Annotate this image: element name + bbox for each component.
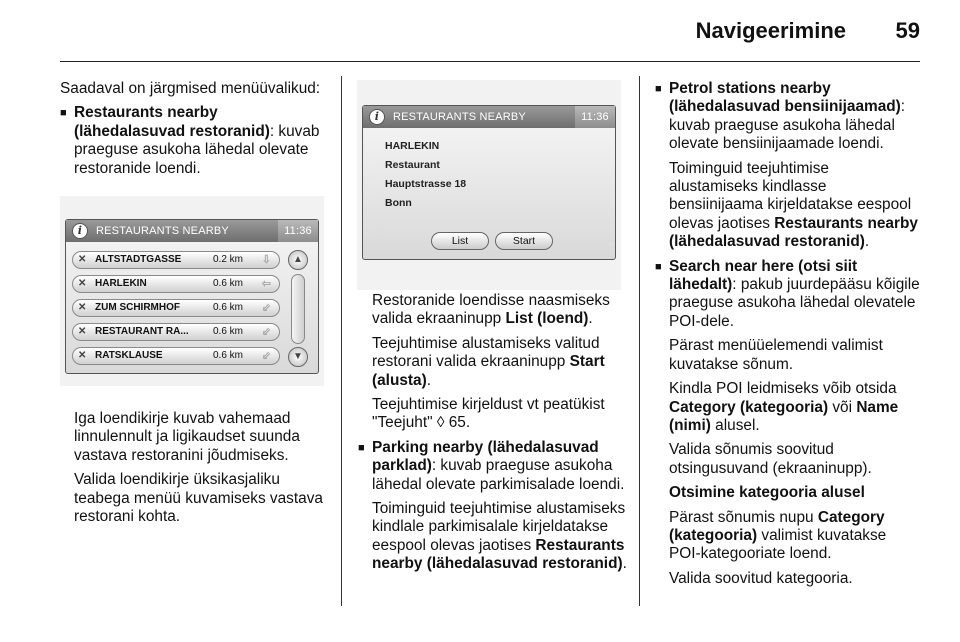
bullet-parking-desc: : kuvab praeguse asukoha lähedal olevate parkimisalade loendi. — [372, 457, 625, 493]
list-item-name: HARLEKIN — [95, 278, 147, 289]
list-item-distance: 0.6 km — [213, 302, 244, 313]
paragraph-parking-guidance — [358, 500, 630, 574]
category-term: Category (kategooria) — [669, 398, 829, 416]
scroll-up-button[interactable]: ▲ — [288, 250, 308, 270]
paragraph-select-category: Valida soovitud kategooria. — [669, 569, 853, 587]
text: alusel. — [710, 416, 760, 434]
fork-knife-icon: ✕ — [78, 326, 87, 337]
column-divider-1 — [341, 76, 342, 606]
paragraph-return-list — [358, 292, 630, 329]
subheading-text: Otsimine kategooria alusel — [669, 484, 865, 502]
bullet-parking — [358, 439, 630, 494]
list-item-name: RESTAURANT RA... — [95, 326, 189, 337]
text: või — [828, 398, 857, 416]
list-item-distance: 0.6 km — [213, 350, 244, 361]
list-button[interactable]: List — [431, 232, 489, 250]
display-frame — [65, 219, 319, 374]
bullet-search-near — [655, 258, 920, 332]
paragraph-category-list — [655, 509, 920, 564]
page-number: 59 — [895, 18, 920, 43]
column-1-bottom — [74, 410, 332, 532]
text: . — [864, 233, 870, 251]
direction-arrow-icon: ⇙ — [261, 350, 271, 362]
text: Toiminguid teejuhtimise alustamiseks kindlasse bensiinijaama kirjeldatakse eespool olevas jaotises — [669, 159, 912, 232]
column-2 — [358, 292, 630, 580]
page-header — [60, 0, 920, 62]
text: Toiminguid teejuhtimise alustamiseks kindlale parkimisalale kirjeldatakse eespool olevas jaotises — [372, 500, 626, 554]
clock: 11:36 — [575, 106, 615, 128]
fork-knife-icon: ✕ — [78, 302, 87, 313]
column-divider-2 — [639, 76, 640, 606]
text: . — [426, 371, 432, 389]
paragraph-distance: Iga loendikirje kuvab vahemaad linnulennult ja ligikaudset suunda vastava restoranini jõudmiseks. — [74, 410, 300, 464]
screen-title-bar — [363, 106, 615, 128]
fork-knife-icon: ✕ — [78, 278, 87, 289]
bullet-petrol — [655, 80, 920, 154]
list-item[interactable] — [72, 347, 280, 365]
direction-arrow-icon: ⇩ — [261, 254, 271, 266]
info-icon: i — [369, 109, 385, 125]
fork-knife-icon: ✕ — [78, 350, 87, 361]
bullet-petrol-title: Petrol stations nearby (lähedalasuvad bensiinijaamad) — [669, 80, 901, 116]
category-term: Category (kategooria) — [669, 508, 885, 544]
list-item-distance: 0.6 km — [213, 326, 244, 337]
bullet-restaurants-desc: : kuvab praeguse asukoha lähedal olevate restoranide loendi. — [74, 122, 320, 177]
detail-street: Hauptstrasse 18 — [385, 178, 467, 190]
direction-arrow-icon: ⇦ — [261, 278, 271, 290]
scrollbar[interactable] — [291, 274, 305, 344]
column-1 — [60, 80, 332, 184]
text: valimist kuvatakse POI-kategooriate loend. — [669, 526, 887, 563]
start-button[interactable]: Start — [495, 232, 553, 250]
paragraph-select-entry: Valida loendikirje üksikasjaliku teabega menüü kuvamiseks vastava restorani kohta. — [74, 471, 323, 526]
start-term: Start (alusta) — [372, 353, 605, 389]
direction-arrow-icon: ⇙ — [261, 302, 271, 314]
bullet-petrol-desc: : kuvab praeguse asukoha lähedal olevate bensiinijaamade loendi. — [669, 98, 906, 153]
text: Kindla POI leidmiseks võib otsida — [669, 380, 897, 398]
restaurants-term: Restaurants nearby (lähedalasuvad restoranid) — [669, 214, 918, 251]
detail-type: Restaurant — [385, 159, 440, 171]
subheading-category-search — [655, 484, 920, 502]
screen-title: RESTAURANTS NEARBY — [96, 225, 229, 237]
list-item[interactable] — [72, 275, 280, 293]
text: . — [588, 310, 593, 328]
list-item-distance: 0.2 km — [213, 254, 244, 265]
restaurants-term: Restaurants nearby (lähedalasuvad restoranid) — [372, 536, 625, 573]
list-item[interactable] — [72, 323, 280, 341]
screen-title: RESTAURANTS NEARBY — [393, 111, 526, 123]
text: Teejuhtimise alustamiseks valitud restorani valida ekraaninupp — [372, 334, 600, 371]
paragraph-choose-option: Valida sõnumis soovitud otsingusuvand (ekraaninupp). — [669, 441, 872, 477]
page-title: Navigeerimine — [695, 18, 846, 43]
text: Restoranide loendisse naasmiseks valida ekraaninupp — [372, 292, 610, 328]
list-item-name: ZUM SCHIRMHOF — [95, 302, 180, 313]
bullet-restaurants-title: Restaurants nearby (lähedalasuvad restoranid) — [74, 104, 270, 140]
list-item[interactable] — [72, 251, 280, 269]
bullet-search-near-desc: : pakub juurdepääsu kõigile praeguse asukoha lähedal olevatele POI-dele. — [669, 276, 920, 330]
bullet-restaurants — [60, 104, 332, 178]
text: Pärast sõnumis nupu — [669, 508, 818, 526]
display-frame — [362, 105, 616, 260]
clock: 11:36 — [278, 220, 318, 242]
list-item-name: ALTSTADTGASSE — [95, 254, 182, 265]
paragraph-message: Pärast menüüelemendi valimist kuvatakse sõnum. — [669, 337, 883, 373]
screen-restaurant-list — [60, 196, 324, 386]
paragraph-search-by — [655, 380, 920, 435]
list-term: List (loend) — [505, 310, 589, 328]
list-item-distance: 0.6 km — [213, 278, 244, 289]
screen-title-bar — [66, 220, 318, 242]
fork-knife-icon: ✕ — [78, 254, 87, 265]
column-3 — [655, 80, 920, 594]
screen-restaurant-detail — [357, 80, 621, 290]
paragraph-guidance-ref: Teejuhtimise kirjeldust vt peatükist "Teejuht" ◊ 65. — [372, 396, 605, 432]
name-term: Name (nimi) — [669, 398, 899, 434]
scroll-down-button[interactable]: ▼ — [288, 347, 308, 367]
direction-arrow-icon: ⇙ — [261, 326, 271, 338]
list-item[interactable] — [72, 299, 280, 317]
list-item-name: RATSKLAUSE — [95, 350, 163, 361]
detail-name: HARLEKIN — [385, 140, 440, 152]
intro-text: Saadaval on järgmised menüüvalikud: — [60, 80, 321, 97]
text: . — [622, 555, 627, 573]
detail-city: Bonn — [385, 197, 412, 209]
bullet-parking-title: Parking nearby (lähedalasuvad parklad) — [372, 438, 599, 475]
paragraph-start-guidance — [358, 335, 630, 390]
info-icon: i — [72, 223, 88, 239]
paragraph-petrol-guidance — [655, 160, 920, 252]
bullet-search-near-title: Search near here (otsi siit lähedalt) — [669, 257, 858, 294]
